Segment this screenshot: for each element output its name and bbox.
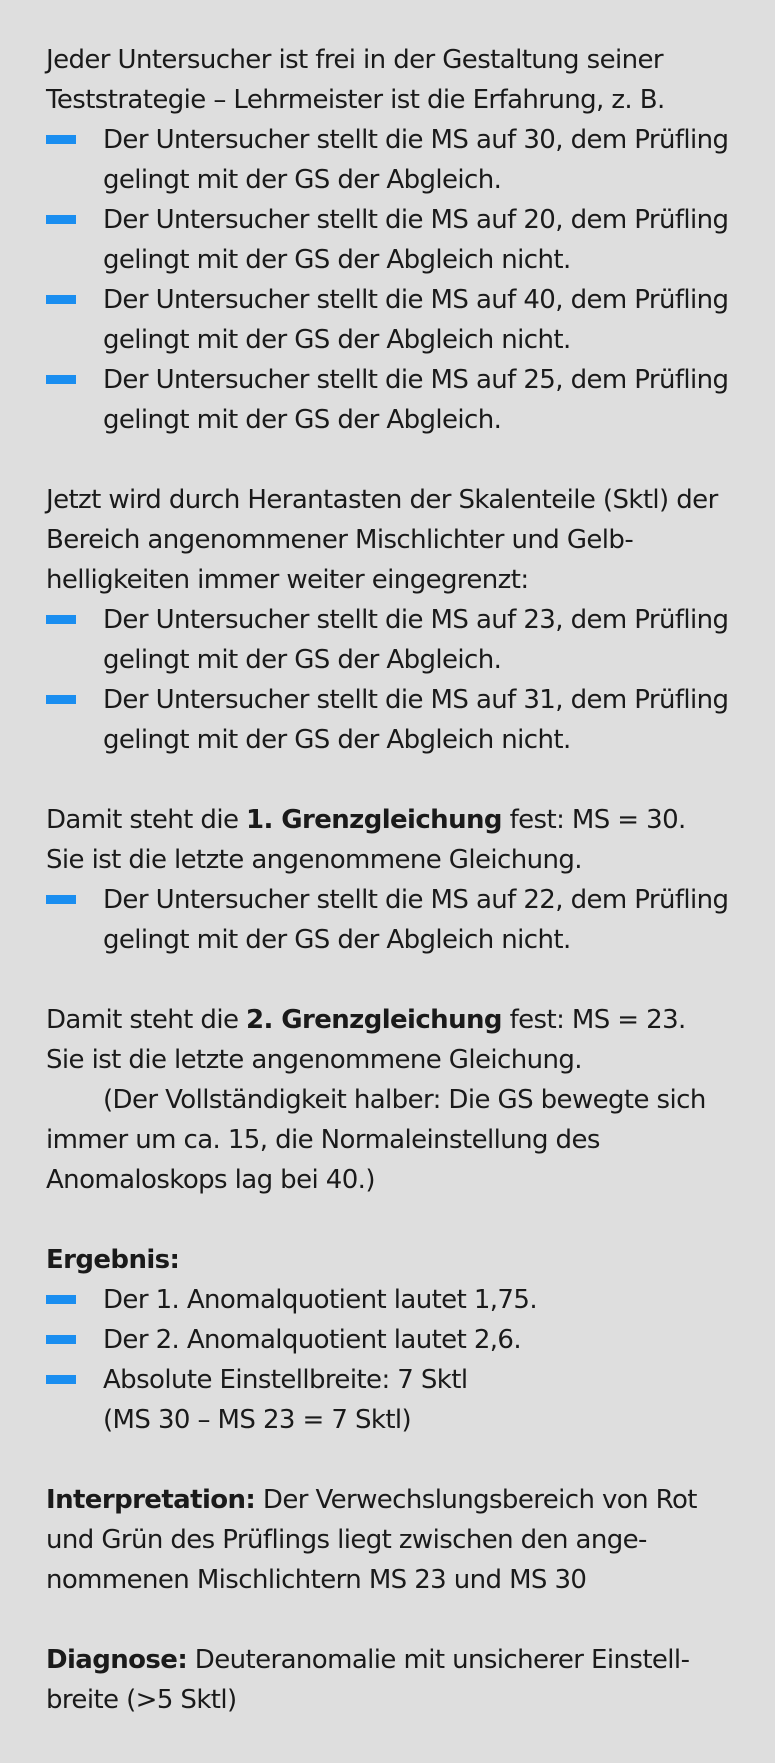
limit1-suffix: fest: MS = 30. (501, 805, 686, 835)
result-heading (46, 1240, 737, 1280)
list-item-text: Der Untersucher stellt die MS auf 30, dem Prüfling gelingt mit der GS der Abgleich. (103, 125, 729, 195)
diagnosis-label: Diagnose: (46, 1645, 188, 1675)
narrowing-bullet-list (46, 600, 737, 760)
bullet-dash (46, 375, 76, 384)
limit2-term: 2. Grenzgleichung (246, 1005, 502, 1035)
bullet-dash (46, 695, 76, 704)
bullet-dash (46, 1295, 76, 1304)
interpretation-section (46, 1480, 737, 1600)
diagnosis-section (46, 1640, 737, 1720)
result-heading-text: Ergebnis: (46, 1245, 180, 1275)
limit-equation-2-section (46, 1000, 737, 1200)
interpretation-body: Der Verwechslungsbereich von Rot und Grün des Prüflings liegt zwischen den angenommenen Mischlichtern MS 23 und MS 30 (46, 1485, 697, 1595)
list-item (46, 1280, 737, 1320)
bullet-dash (46, 295, 76, 304)
list-item-text: Der Untersucher stellt die MS auf 22, dem Prüfling gelingt mit der GS der Abgleich nicht. (103, 885, 729, 955)
list-item-text: Der Untersucher stellt die MS auf 31, dem Prüfling gelingt mit der GS der Abgleich nicht. (103, 685, 729, 755)
limit-equation-2-line (46, 1000, 737, 1040)
intro-section (46, 40, 737, 440)
list-item (46, 120, 737, 200)
limit2-note: Sie ist die letzte angenommene Gleichung. (46, 1045, 582, 1075)
list-item-text: Der Untersucher stellt die MS auf 23, dem Prüfling gelingt mit der GS der Abgleich. (103, 605, 729, 675)
limit2-suffix: fest: MS = 23. (501, 1005, 686, 1035)
intro-text: Jeder Untersucher ist frei in der Gestaltung seiner Teststrategie – Lehrmeister ist die Erfahrung, z. B. (46, 45, 665, 115)
result-section (46, 1240, 737, 1440)
list-item (46, 680, 737, 760)
list-item (46, 280, 737, 360)
diagnosis-text (46, 1640, 737, 1720)
list-item-text: Der 1. Anomalquotient lautet 1,75. (103, 1285, 537, 1315)
intro-bullet-list (46, 120, 737, 440)
bullet-dash (46, 1375, 76, 1384)
diagnosis-body: Deuteranomalie mit unsicherer Einstellbreite (>5 Sktl) (46, 1645, 690, 1715)
list-item-text: Der 2. Anomalquotient lautet 2,6. (103, 1325, 522, 1355)
result-bullet-list (46, 1280, 737, 1440)
list-item (46, 600, 737, 680)
list-item (46, 200, 737, 280)
limit-equation-1-line (46, 800, 737, 840)
list-item (46, 880, 737, 960)
limit1-prefix: Damit steht die (46, 805, 247, 835)
bullet-dash (46, 1335, 76, 1344)
narrowing-text: Jetzt wird durch Herantasten der Skalenteile (Sktl) der Bereich angenommener Mischlichter und Gelbhelligkeiten immer weiter eingegrenzt: (46, 485, 718, 595)
limit1-term: 1. Grenzgleichung (246, 805, 502, 835)
list-item (46, 1360, 737, 1440)
list-item-text: Der Untersucher stellt die MS auf 20, dem Prüfling gelingt mit der GS der Abgleich nicht. (103, 205, 729, 275)
interpretation-text (46, 1480, 737, 1600)
narrowing-section (46, 480, 737, 760)
list-item-text: Der Untersucher stellt die MS auf 40, dem Prüfling gelingt mit der GS der Abgleich nicht. (103, 285, 729, 355)
completeness-note: (Der Vollständigkeit halber: Die GS bewegte sich immer um ca. 15, die Normaleinstellung des Anomaloskops lag bei 40.) (46, 1085, 706, 1195)
interpretation-label: Interpretation: (46, 1485, 256, 1515)
bullet-dash (46, 135, 76, 144)
list-item-text-line2: (MS 30 – MS 23 = 7 Sktl) (103, 1405, 412, 1435)
list-item (46, 1320, 737, 1360)
limit1-note: Sie ist die letzte angenommene Gleichung. (46, 845, 582, 875)
limit2-prefix: Damit steht die (46, 1005, 247, 1035)
bullet-dash (46, 215, 76, 224)
limit1-bullet-list (46, 880, 737, 960)
limit-equation-1-section (46, 800, 737, 960)
bullet-dash (46, 895, 76, 904)
list-item-text: Der Untersucher stellt die MS auf 25, dem Prüfling gelingt mit der GS der Abgleich. (103, 365, 729, 435)
list-item (46, 360, 737, 440)
bullet-dash (46, 615, 76, 624)
list-item-text: Absolute Einstellbreite: 7 Sktl (103, 1365, 468, 1395)
